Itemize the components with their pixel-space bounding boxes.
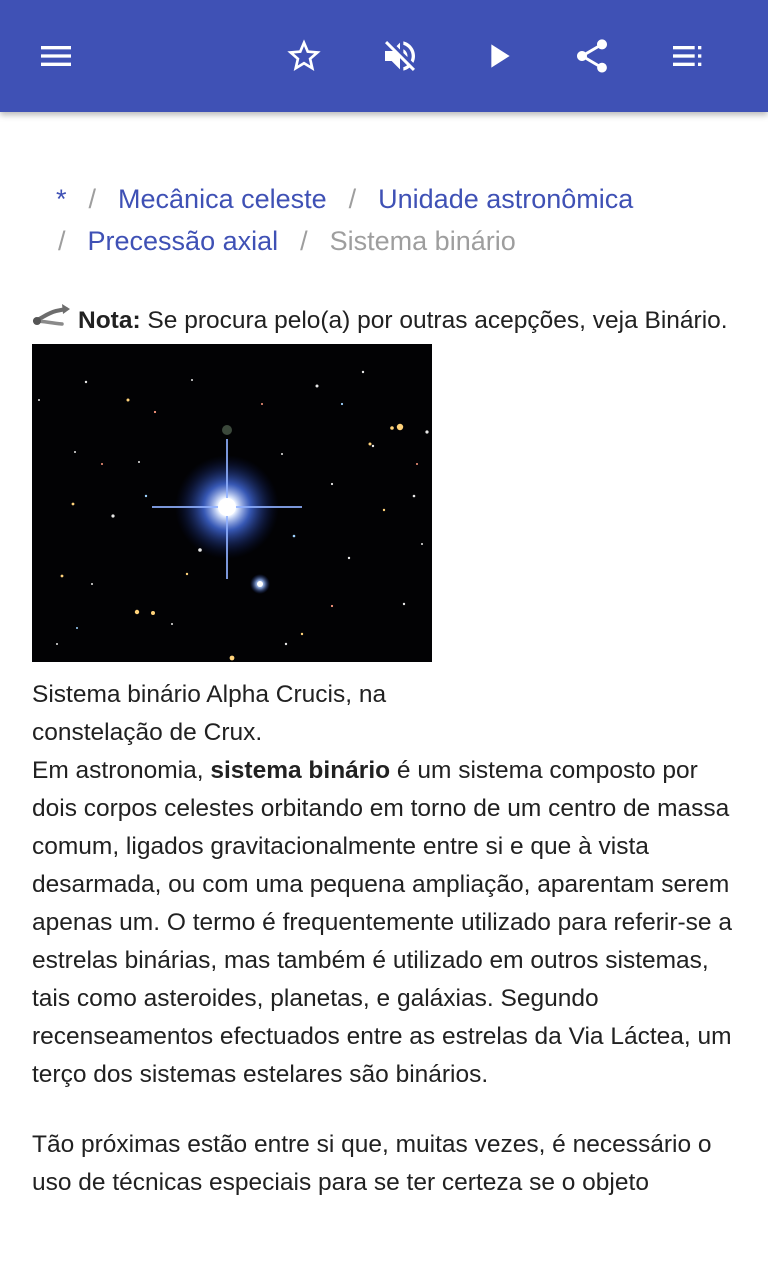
star-field-image[interactable] xyxy=(32,344,432,662)
menu-button[interactable] xyxy=(28,28,84,84)
figure xyxy=(32,344,432,752)
paragraph-2: Tão próximas estão entre si que, muitas vezes, é necessário o uso de técnicas especiais para se ter certeza se o objeto xyxy=(32,1131,712,1196)
star-icon xyxy=(284,36,324,76)
volume-off-icon xyxy=(380,36,420,76)
breadcrumb-item-unidade-astronomica[interactable]: Unidade astronômica xyxy=(378,184,634,214)
play-icon xyxy=(478,36,518,76)
disambiguation-note xyxy=(32,302,738,340)
share-button[interactable] xyxy=(564,28,620,84)
breadcrumb-home[interactable]: * xyxy=(56,184,67,214)
play-button[interactable] xyxy=(470,28,526,84)
menu-icon xyxy=(36,36,76,76)
breadcrumb-separator: / xyxy=(300,226,308,256)
bookmark-button[interactable] xyxy=(276,28,332,84)
note-text: Se procura pelo(a) por outras acepções, veja Binário. xyxy=(140,307,728,334)
disambiguation-icon xyxy=(32,303,72,331)
paragraph-1 xyxy=(32,752,738,1094)
breadcrumb-current: Sistema binário xyxy=(329,226,516,256)
contents-button[interactable] xyxy=(660,28,716,84)
paragraph-1-intro: Em astronomia, xyxy=(32,757,211,784)
breadcrumb-separator: / xyxy=(88,184,97,214)
playlist-icon xyxy=(668,36,708,76)
breadcrumb-item-precessao-axial[interactable]: Precessão axial xyxy=(87,226,279,256)
mute-button[interactable] xyxy=(372,28,428,84)
term-bold: sistema binário xyxy=(210,757,391,784)
breadcrumb-separator: / xyxy=(58,226,66,256)
breadcrumb-item-mecanica-celeste[interactable]: Mecânica celeste xyxy=(118,184,327,214)
breadcrumb-separator: / xyxy=(348,184,357,214)
breadcrumb xyxy=(32,178,732,262)
figure-caption: Sistema binário Alpha Crucis, na constelação de Crux. xyxy=(32,681,387,746)
share-icon xyxy=(572,36,612,76)
app-bar xyxy=(0,0,768,112)
note-label: Nota: xyxy=(78,307,141,334)
article-content xyxy=(32,302,738,1202)
paragraph-1-body: é um sistema composto por dois corpos celestes orbitando em torno de um centro de massa comum, ligados gravitacionalmente entre si e que à vista desarmada, ou com uma pequena ampliação, aparentam serem apenas um. O termo é frequentemente utilizado para referir-se a estrelas binárias, mas também é utilizado em outros sistemas, tais como asteroides, planetas, e galáxias. Segundo recenseamentos efectuados entre as estrelas da Via Láctea, um terço dos sistemas estelares são binários. xyxy=(32,757,732,1088)
